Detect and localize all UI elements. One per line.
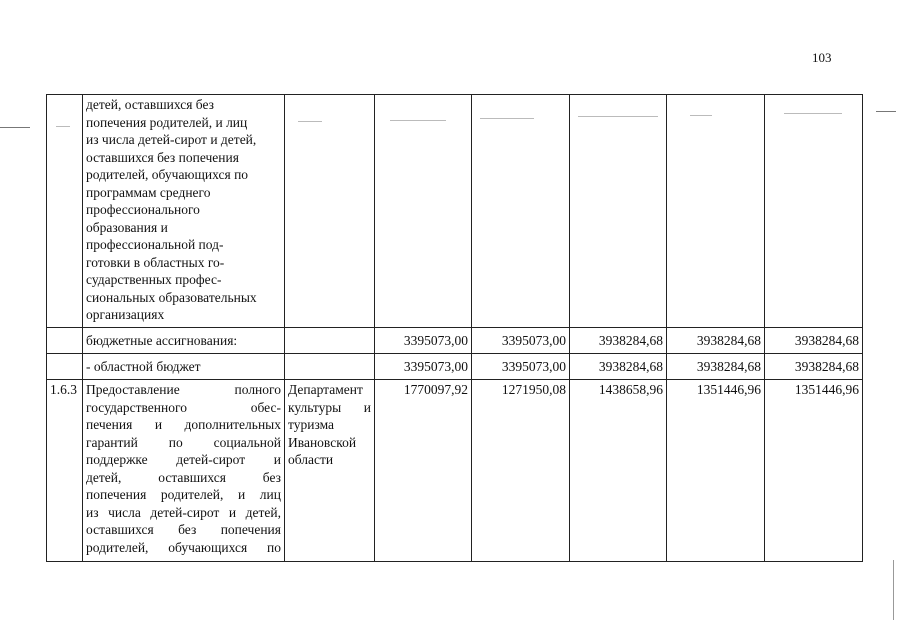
value-cell: 1351446,96 xyxy=(765,380,863,562)
scan-artifact xyxy=(690,115,712,116)
page-number: 103 xyxy=(812,50,832,65)
row-code xyxy=(47,95,83,328)
row-code xyxy=(47,328,83,354)
scan-artifact xyxy=(0,127,30,128)
value-cell: 3395073,00 xyxy=(472,328,570,354)
row-code xyxy=(47,354,83,380)
scan-artifact xyxy=(876,111,896,112)
scan-artifact xyxy=(390,120,446,121)
value-cell: 1271950,08 xyxy=(472,380,570,562)
scan-artifact xyxy=(480,118,534,119)
table-row xyxy=(47,95,863,328)
row-department xyxy=(285,354,375,380)
table-row xyxy=(47,380,863,562)
scan-artifact xyxy=(56,126,70,127)
row-department xyxy=(285,95,375,328)
budget-table xyxy=(46,94,863,562)
value-cell: 3395073,00 xyxy=(375,328,472,354)
value-cell xyxy=(472,95,570,328)
value-cell: 1770097,92 xyxy=(375,380,472,562)
row-description: - областной бюджет xyxy=(83,354,285,380)
scan-artifact xyxy=(298,121,322,122)
table-row xyxy=(47,354,863,380)
row-description: Предоставление полного государственного обес- печения и дополнительных гарантий по социальной поддержке детей-сирот и детей, оставшихся без попечения родителей, и лиц из числа детей-сирот и детей, оставшихся без попечения родителей, обучающихся по xyxy=(83,380,285,562)
value-cell: 3938284,68 xyxy=(570,328,667,354)
value-cell: 3938284,68 xyxy=(765,328,863,354)
value-cell: 3395073,00 xyxy=(375,354,472,380)
scan-artifact xyxy=(578,116,658,117)
value-cell xyxy=(667,95,765,328)
value-cell xyxy=(570,95,667,328)
value-cell: 1351446,96 xyxy=(667,380,765,562)
value-cell: 3938284,68 xyxy=(667,354,765,380)
value-cell: 3395073,00 xyxy=(472,354,570,380)
value-cell xyxy=(765,95,863,328)
scan-artifact xyxy=(784,113,842,114)
value-cell: 3938284,68 xyxy=(667,328,765,354)
row-department: Департамент культуры и туризма Ивановской области xyxy=(285,380,375,562)
table-row xyxy=(47,328,863,354)
row-code: 1.6.3 xyxy=(47,380,83,562)
row-description: детей, оставшихся без попечения родителей, и лиц из числа детей-сирот и детей, оставшихся без попечения родителей, обучающихся по программам среднего профессионального образования и профессиональной под- готовки в областных го- сударственных профес- сиональных образовательных организациях xyxy=(83,95,285,328)
value-cell: 1438658,96 xyxy=(570,380,667,562)
value-cell: 3938284,68 xyxy=(765,354,863,380)
value-cell xyxy=(375,95,472,328)
scan-artifact xyxy=(893,560,894,620)
value-cell: 3938284,68 xyxy=(570,354,667,380)
row-department xyxy=(285,328,375,354)
row-description: бюджетные ассигнования: xyxy=(83,328,285,354)
